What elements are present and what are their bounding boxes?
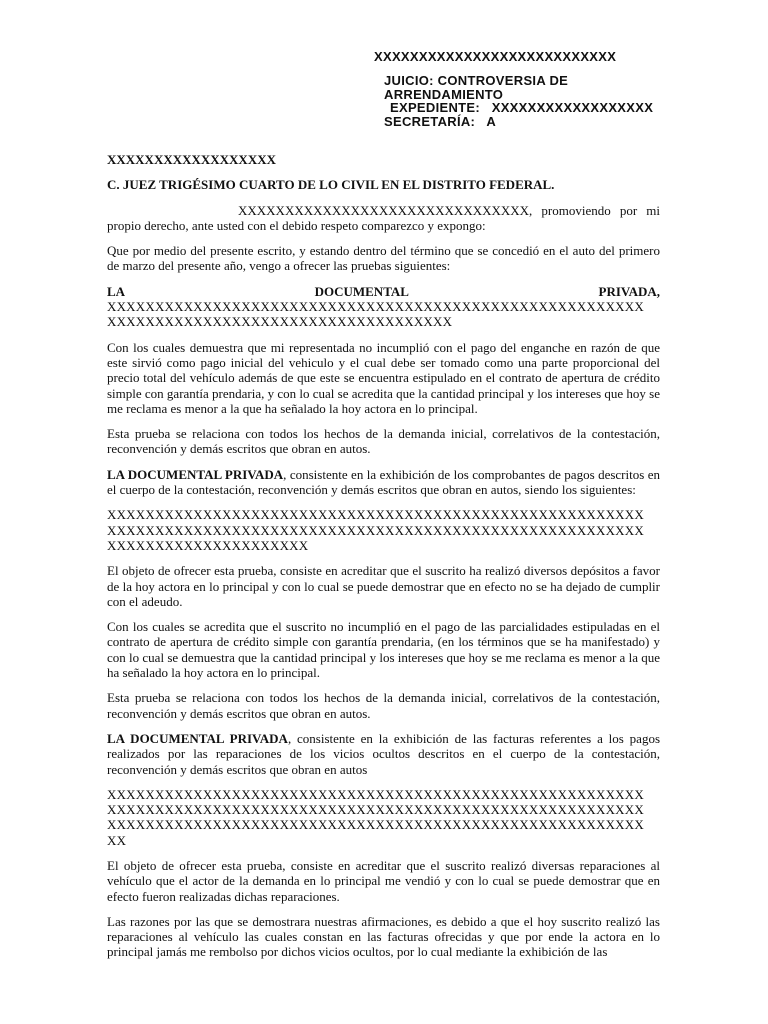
paragraph-offer: Que por medio del presente escrito, y estando dentro del término que se concedió en el auto del primero de marzo del presente año, vengo a ofrecer las pruebas siguientes: xyxy=(107,243,660,274)
documental-1-x-line: XXXXXXXXXXXXXXXXXXXXXXXXXXXXXXXXXXXXXXXXXXXXXXXXXXXXXXXX xyxy=(107,299,644,315)
documental-3-paragraph xyxy=(107,731,660,777)
documental-1-x-line: XXXXXXXXXXXXXXXXXXXXXXXXXXXXXXXXXXXX xyxy=(107,314,453,330)
documental-2-paragraph xyxy=(107,467,660,498)
documental-3-x-line: XXXXXXXXXXXXXXXXXXXXXXXXXXXXXXXXXXXXXXXXXXXXXXXXXXXXXXXX xyxy=(107,817,644,833)
paragraph-depositos: El objeto de ofrecer esta prueba, consiste en acreditar que el suscrito ha realizó diversos depósitos a favor de la hoy actora en lo principal y con lo cual se puede demostrar que en efecto no se ha dejado de cumplir con el adeudo. xyxy=(107,563,660,609)
paragraph-relacion-1: Esta prueba se relaciona con todos los hechos de la demanda inicial, correlativos de la contestación, reconvención y demás escritos que obran en autos. xyxy=(107,426,660,457)
intro-paragraph xyxy=(107,203,660,234)
documental-3-lead: LA DOCUMENTAL PRIVADA xyxy=(107,730,288,746)
addressee: C. JUEZ TRIGÉSIMO CUARTO DE LO CIVIL EN EL DISTRITO FEDERAL. xyxy=(107,177,555,193)
case-code: XXXXXXXXXXXXXXXXXX xyxy=(107,152,276,167)
doc1-word-la: LA xyxy=(107,283,125,299)
intro-text: , promoviendo por mi propio derecho, ante usted con el debido respeto comparezco y expongo: xyxy=(107,202,660,233)
documental-2-lead: LA DOCUMENTAL PRIVADA xyxy=(107,466,284,482)
documental-3-x-line: XXXXXXXXXXXXXXXXXXXXXXXXXXXXXXXXXXXXXXXXXXXXXXXXXXXXXXXX xyxy=(107,802,644,818)
paragraph-razones: Las razones por las que se demostrara nuestras afirmaciones, es debido a que el hoy suscrito realizó las reparaciones al vehículo las cuales constan en las facturas ofrecidas y que por ende la actora en lo principal jamás me rembolso por dichos vicios ocultos, por lo cual mediante la exhibición de las xyxy=(107,913,660,960)
documental-3-x-line: XXXXXXXXXXXXXXXXXXXXXXXXXXXXXXXXXXXXXXXXXXXXXXXXXXXXXXXX xyxy=(107,786,644,802)
paragraph-parcialidades: Con los cuales se acredita que el suscrito no incumplió en el pago de las parcialidades estipuladas en el contrato de apertura de crédito simple con garantía prendaria, (en los términos que se ha manifestado) y con lo cual se demuestra que la cantidad principal y los intereses que hoy se me reclama es menor a la que ha señalado la hoy actora en lo principal. xyxy=(107,619,660,681)
documental-3-text: , consistente en la exhibición de las facturas referentes a los pagos realizados por las reparaciones de los vicios ocultos descritos en el cuerpo de la contestación, reconvención y demás escritos que obran en autos xyxy=(107,730,660,777)
documental-2-x-line: XXXXXXXXXXXXXXXXXXXXXXXXXXXXXXXXXXXXXXXXXXXXXXXXXXXXXXXX xyxy=(107,522,644,538)
header-expediente: EXPEDIENTE: XXXXXXXXXXXXXXXXXX xyxy=(390,100,654,115)
header-juicio: JUICIO: CONTROVERSIA DE xyxy=(384,73,569,88)
documental-3-x-line: XX xyxy=(107,832,127,848)
documental-2-text: , consistente en la exhibición de los comprobantes de pagos descritos en el cuerpo de la contestación, reconvención y demás escritos que obran en autos, siendo los siguientes: xyxy=(107,466,661,498)
doc1-word-documental: DOCUMENTAL xyxy=(314,283,409,299)
paragraph-reparaciones: El objeto de ofrecer esta prueba, consiste en acreditar que el suscrito realizó diversas reparaciones al vehículo que el actor de la demanda en lo principal me vendió y con lo cual se puede demostrar que en efecto fueron realizadas dichas reparaciones. xyxy=(107,857,660,904)
documental-1-heading xyxy=(107,284,660,299)
doc1-word-privada: PRIVADA, xyxy=(598,283,661,299)
paragraph-enganche: Con los cuales demuestra que mi representada no incumplió con el pago del enganche en razón de que este sirvió como pago inicial del vehiculo y el cual debe ser tomado como una parte proporcional del precio total del vehículo además de que este se encuentra estipulado en el contrato de apertura de crédito simple con garantía prendaria, y con lo cual se acredita que la cantidad principal y los intereses que hoy se me reclama es menor a la que ha señalado la hoy actora en lo principal. xyxy=(107,339,661,416)
document-body xyxy=(107,152,660,970)
header-secretaria: SECRETARÍA: A xyxy=(384,114,497,129)
documental-2-x-line: XXXXXXXXXXXXXXXXXXXXX xyxy=(107,537,309,553)
promovente-name: XXXXXXXXXXXXXXXXXXXXXXXXXXXXXXX xyxy=(238,202,530,218)
documental-2-x-line: XXXXXXXXXXXXXXXXXXXXXXXXXXXXXXXXXXXXXXXXXXXXXXXXXXXXXXXX xyxy=(107,507,644,523)
header-arrendamiento: ARRENDAMIENTO xyxy=(384,87,504,102)
header-code: XXXXXXXXXXXXXXXXXXXXXXXXXXX xyxy=(374,49,617,64)
paragraph-relacion-2: Esta prueba se relaciona con todos los hechos de la demanda inicial, correlativos de la contestación, reconvención y demás escritos que obran en autos. xyxy=(107,690,660,721)
